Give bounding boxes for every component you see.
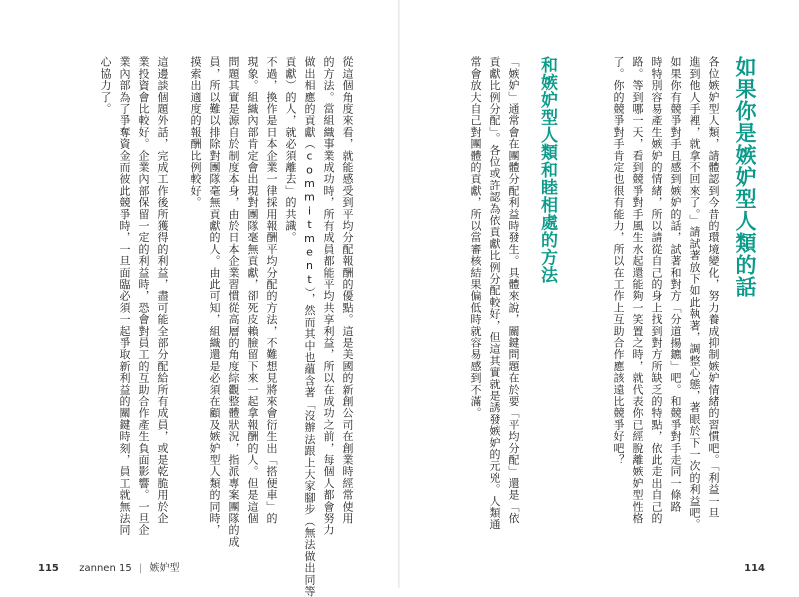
section-label: 嫉妒型	[149, 563, 180, 574]
body-text-column: 了。你的競爭對手肯定也很有能力，所以在工作上互助合作應該遠比競爭好吧？	[612, 56, 625, 466]
body-text-column: 的方法。當組織事業成功時，所有成員都能平均共享利益，所以在成功之前，每個人都會努力	[322, 56, 335, 536]
body-text-column: 時特別容易產生嫉妒的情緒，所以請從自己的身上找到對方所缺乏的特點，依此走出自己的	[650, 56, 663, 524]
body-text-column: 做出相應的貢獻（commitment），然而其中也蘊含著「沒辦法跟上大家腳步（無法做出同等	[303, 56, 316, 597]
body-text-column: 貢獻）的人，就必須離去」的共識。	[284, 56, 297, 244]
body-text-column: 進到他人手裡，就拿不回來了。」請試著放下如此執著，調整心態，著眼於下一次的利益吧。	[688, 56, 701, 531]
body-text-column: 摸索出適度的報酬比例較好。	[189, 56, 202, 209]
page-gutter	[398, 0, 400, 588]
body-text-column: 「嫉妒」通常會在團體分配利益時發生。具體來說，關鍵問題在於要「平均分配」還是「依	[507, 56, 520, 524]
section-heading: 如果你是嫉妒型人類的話	[733, 56, 757, 298]
page-number: 114	[744, 563, 765, 574]
body-text-column: 各位嫉妒型人類，請體認到今昔的環境變化，努力養成抑制嫉妒情緒的習慣吧。「利益一旦	[707, 56, 720, 519]
body-text-column: 從這個角度來看，就能感受到平均分配報酬的優點。這是美國的新創公司在創業時經常使用	[341, 56, 354, 524]
body-text-column: 不過，換作是日本企業一律採用報酬平均分配的方法，不難想見將來會衍生出「搭便車」的	[265, 56, 278, 524]
body-text-column: 心協力了。	[99, 56, 112, 115]
sub-heading: 和嫉妒型人類和睦相處的方法	[537, 56, 557, 284]
body-text-column: 常會放大自己對團體的貢獻，所以當審核結果偏低時就容易感到不滿。	[469, 56, 482, 419]
body-text-column: 路。等到哪一天，看到競爭對手風生水起還能夠一笑置之時，就代表你已經脫離嫉妒型性格	[631, 56, 644, 524]
body-text-column: 問題其實是源自於制度本身，由於日本企業習慣從高層的角度綜觀整體狀況，指派專案團隊的成	[227, 56, 240, 548]
body-text-column: 員，所以難以排除對團隊毫無貢獻的人。由此可知，組織還是必須在顧及嫉妒型人類的同時，	[208, 56, 221, 536]
footer-separator: |	[138, 563, 143, 574]
right-page-footer	[744, 563, 765, 574]
body-text-column: 業投資會比較好。企業內部保留一定的利益時，恐會對員工的互助合作產生負面影響。一旦企	[137, 56, 150, 536]
running-title: zannen 15	[79, 563, 132, 574]
body-text-column: 貢獻比例分配」。各位或許認為依貢獻比例分配較好，但這其實就是誘發嫉妒的元兇。人類通	[488, 56, 501, 531]
body-text-column: 這邊談個題外話，完成工作後所獲得的利益，盡可能全部分配給所有成員，或是乾脆用於企	[156, 56, 169, 524]
left-page-footer	[38, 559, 179, 574]
body-text-column: 業內部為了爭奪資金而彼此競爭時，一旦面臨必須一起爭取新利益的關鍵時刻，員工就無法同	[118, 56, 131, 536]
page-number: 115	[38, 563, 59, 574]
body-text-column: 如果你有競爭對手且感到嫉妒的話，試著和對方「分道揚鑣」吧。和競爭對手走同一條路	[669, 56, 682, 513]
body-text-column: 現象。組織內部肯定會出現對團隊毫無貢獻，卻死皮賴臉留下來一起拿報酬的人。但是這個	[246, 56, 259, 524]
